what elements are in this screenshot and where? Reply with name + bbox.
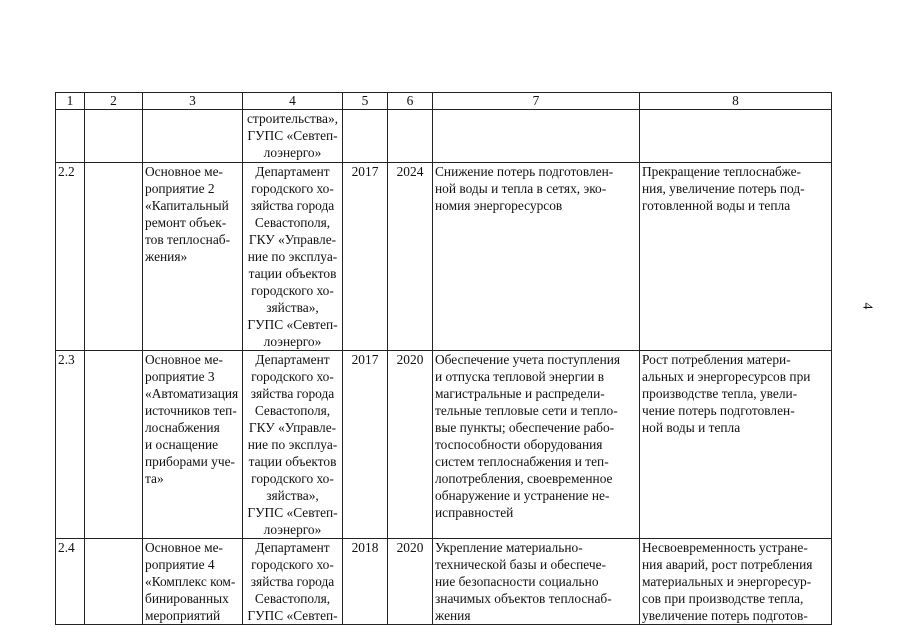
- measures-table: [55, 92, 832, 625]
- header-cell: 3: [143, 93, 243, 110]
- end-year: 2024: [388, 163, 433, 351]
- executor-cell: Департамент городского хо- зяйства города Севастополя, ГКУ «Управле- ние по эксплуа- тации объектов городского хо- зяйства», ГУПС «Севтеп- лоэнерго»: [243, 351, 343, 539]
- result-cell: Обеспечение учета поступления и отпуска тепловой энергии в магистральные и распредели- тельные тепловые сети и тепло- вые пункты; обеспечение рабо- тоспособности оборудования систем теплоснабжения и теп- лопотребления, своевременное обнаружение и устранение не- исправностей: [433, 351, 640, 539]
- header-cell: 8: [640, 93, 832, 110]
- header-cell: 2: [85, 93, 143, 110]
- header-cell: 6: [388, 93, 433, 110]
- row-number: 2.2: [56, 163, 85, 351]
- row-number: 2.4: [56, 539, 85, 625]
- result-cell: Снижение потерь подготовлен- ной воды и тепла в сетях, эко- номия энергоресурсов: [433, 163, 640, 351]
- start-year: 2017: [343, 351, 388, 539]
- executor-cell: Департамент городского хо- зяйства города Севастополя, ГКУ «Управле- ние по эксплуа- тации объектов городского хо- зяйства», ГУПС «Севтеп- лоэнерго»: [243, 163, 343, 351]
- header-cell: 7: [433, 93, 640, 110]
- start-year: 2017: [343, 163, 388, 351]
- measure-cell: Основное ме- роприятие 3 «Автоматизация источников теп- лоснабжения и оснащение приборами уче- та»: [143, 351, 243, 539]
- end-year: 2020: [388, 539, 433, 625]
- header-cell: 5: [343, 93, 388, 110]
- col2-cell: [85, 163, 143, 351]
- row-number: 2.3: [56, 351, 85, 539]
- col2-cell: [85, 351, 143, 539]
- result-cell: Укрепление материально- технической базы и обеспече- ние безопасности социально значимых объектов теплоснаб- жения: [433, 539, 640, 625]
- executor-cell: строительства», ГУПС «Севтеп- лоэнерго»: [243, 110, 343, 163]
- measure-cell: Основное ме- роприятие 2 «Капитальный ремонт объек- тов теплоснаб- жения»: [143, 163, 243, 351]
- col2-cell: [85, 539, 143, 625]
- header-cell: 4: [243, 93, 343, 110]
- continuation-row: [56, 110, 832, 163]
- header-cell: 1: [56, 93, 85, 110]
- consequence-cell: Прекращение теплоснабже- ния, увеличение потерь под- готовленной воды и тепла: [640, 163, 832, 351]
- consequence-cell: Рост потребления матери- альных и энергоресурсов при производстве тепла, увели- чение потерь подготовлен- ной воды и тепла: [640, 351, 832, 539]
- end-year: 2020: [388, 351, 433, 539]
- start-year: 2018: [343, 539, 388, 625]
- executor-cell: Департамент городского хо- зяйства города Севастополя, ГУПС «Севтеп-: [243, 539, 343, 625]
- page-number: 4: [859, 302, 875, 310]
- consequence-cell: Несвоевременность устране- ния аварий, рост потребления материальных и энергоресур- сов при производстве тепла, увеличение потерь подготов-: [640, 539, 832, 625]
- table-row: [56, 351, 832, 539]
- measure-cell: Основное ме- роприятие 4 «Комплекс ком- бинированных мероприятий: [143, 539, 243, 625]
- table-row: [56, 163, 832, 351]
- header-row: [56, 93, 832, 110]
- table-row: [56, 539, 832, 625]
